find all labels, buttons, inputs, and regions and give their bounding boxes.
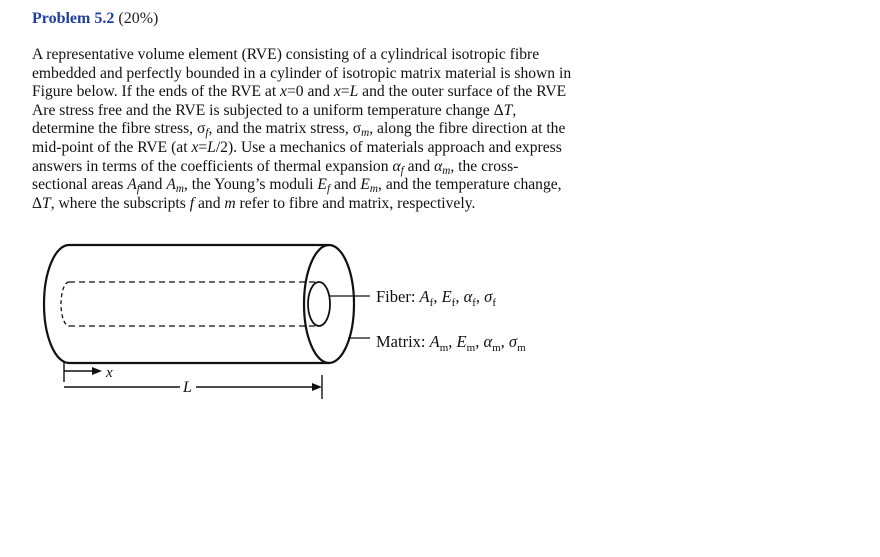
figure-label-text: σ	[508, 332, 518, 351]
statement-text: ,	[512, 101, 517, 119]
statement-text: , and the temperature change,	[378, 176, 562, 194]
x-arrow-head	[92, 367, 102, 375]
statement-text: f	[136, 182, 140, 195]
figure-label-text: ,	[448, 332, 457, 351]
figure-label-text: m	[492, 342, 501, 354]
statement-line	[32, 65, 592, 84]
statement-text: , where the subscripts	[50, 194, 190, 212]
statement-text: and	[403, 157, 435, 175]
figure-label-text: m	[466, 342, 476, 354]
statement-text: x	[191, 138, 199, 156]
statement-text: m	[369, 182, 379, 195]
problem-number: Problem 5.2	[32, 10, 115, 27]
figure-label-text: ,	[475, 332, 484, 351]
matrix-properties-label	[376, 332, 526, 354]
fiber-properties-label	[376, 287, 496, 309]
fiber-end-face	[308, 282, 330, 326]
fiber-hidden-end	[61, 282, 69, 326]
statement-text: and	[139, 176, 167, 194]
statement-text: T	[503, 101, 513, 119]
statement-line	[32, 120, 592, 139]
problem-statement	[32, 46, 592, 213]
statement-text: /2). Use a mechanics of materials approach and express	[215, 138, 562, 156]
rve-figure	[32, 232, 587, 404]
statement-line	[32, 83, 592, 102]
figure-label-text: Fiber:	[376, 287, 420, 306]
figure-label-text: E	[456, 332, 467, 351]
figure-label-text: ,	[433, 287, 442, 306]
figure-label-text: α	[463, 287, 473, 306]
matrix-cylinder-outline	[44, 245, 329, 363]
statement-text: f	[205, 127, 209, 140]
statement-text: x	[333, 83, 341, 101]
statement-text: mid-point of the RVE (at	[32, 138, 192, 156]
statement-text: m	[361, 127, 370, 140]
statement-text: m	[442, 164, 451, 177]
problem-heading	[32, 10, 158, 28]
x-axis-label: x	[106, 365, 113, 381]
statement-text: A	[127, 176, 137, 194]
figure-label-text: m	[517, 342, 526, 354]
statement-text: =	[198, 138, 208, 156]
figure-label-text: Matrix:	[376, 332, 430, 351]
statement-line	[32, 46, 592, 65]
figure-label-text: f	[492, 297, 496, 309]
statement-text: E	[360, 176, 370, 194]
statement-text: E	[317, 176, 327, 194]
statement-text: f	[326, 182, 331, 195]
statement-text: embedded and perfectly bounded in a cylinder of isotropic matrix material is shown in	[32, 64, 572, 82]
statement-text: =	[340, 83, 350, 101]
statement-text: f	[189, 194, 195, 212]
figure-label-text: ,	[455, 287, 464, 306]
figure-label-text: f	[429, 297, 434, 309]
statement-text: α	[392, 157, 401, 175]
figure-label-text: E	[441, 287, 452, 306]
statement-text: =0 and	[286, 83, 334, 101]
statement-text: , the Young’s moduli	[183, 176, 318, 194]
statement-text: L	[207, 138, 216, 156]
statement-text: x	[280, 83, 287, 101]
matrix-end-face	[304, 245, 354, 363]
statement-text: and	[330, 176, 361, 194]
statement-text: and	[194, 194, 225, 212]
figure-label-text: σ	[484, 287, 493, 306]
statement-text: Δ	[32, 194, 43, 212]
statement-line	[32, 176, 592, 195]
statement-text: A	[166, 176, 176, 194]
statement-text: refer to fibre and matrix, respectively.	[235, 194, 476, 212]
figure-label-text: ,	[500, 332, 509, 351]
figure-label-text: α	[483, 332, 493, 351]
statement-line	[32, 102, 592, 121]
figure-label-text: A	[429, 332, 440, 351]
statement-line	[32, 139, 592, 158]
length-arrow-head	[312, 383, 322, 391]
figure-label-text: ,	[475, 287, 485, 306]
statement-text: determine the fibre stress, σ	[32, 120, 206, 138]
statement-text: T	[42, 194, 51, 212]
statement-text: answers in terms of the coefficients of thermal expansion	[32, 157, 393, 175]
statement-text: A representative volume element (RVE) consisting of a cylindrical isotropic fibre	[32, 46, 540, 63]
figure-label-text: m	[439, 342, 449, 354]
statement-line	[32, 158, 592, 177]
statement-text: α	[434, 157, 443, 175]
statement-text: , along the fibre direction at the	[369, 120, 566, 138]
statement-text: f	[400, 164, 404, 177]
rve-diagram	[32, 232, 587, 404]
statement-text: sectional areas	[32, 176, 128, 194]
fiber-hidden-outline	[69, 282, 315, 326]
statement-text: , the cross-	[450, 157, 519, 175]
statement-text: m	[224, 194, 236, 212]
statement-text: Figure below. If the ends of the RVE at	[32, 83, 281, 101]
figure-label-text: f	[472, 297, 476, 309]
statement-text: L	[349, 83, 359, 101]
statement-line	[32, 195, 592, 214]
statement-text: , and the matrix stress, σ	[208, 120, 362, 138]
problem-weight: (20%)	[114, 10, 159, 27]
figure-label-text: f	[451, 297, 456, 309]
statement-text: Are stress free and the RVE is subjected to a uniform temperature change Δ	[32, 101, 504, 119]
statement-text: and the outer surface of the RVE	[358, 83, 567, 101]
length-label: L	[183, 379, 192, 396]
figure-label-text: A	[419, 287, 430, 306]
statement-text: m	[175, 182, 184, 195]
